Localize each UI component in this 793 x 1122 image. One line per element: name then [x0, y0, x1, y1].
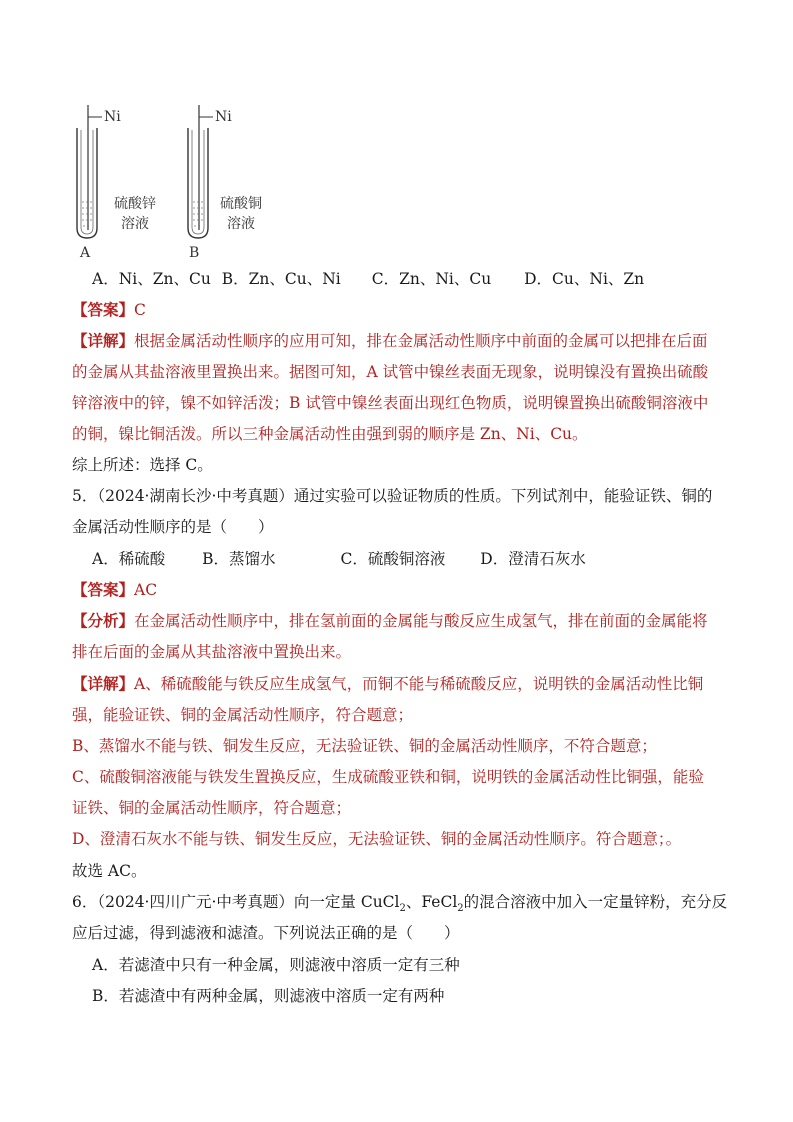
tube-b-outline [188, 128, 208, 238]
q4-options [92, 269, 644, 289]
q5-options [92, 549, 586, 569]
q5-option-a: A．稀硫酸 [92, 550, 166, 568]
q4-answer: C [134, 301, 146, 319]
q5-detail-line-4: C、硫酸铜溶液能与铁发生置换反应，生成硫酸亚铁和铜，说明铁的金属活动性比铜强，能验 [72, 768, 704, 786]
q5-answer-tag: 【答案】 [72, 580, 135, 599]
q4-option-c: C．Zn、Ni、Cu [371, 270, 492, 288]
q5-summary: 故选 AC。 [72, 862, 147, 880]
q5-stem-line-1: 5．（2024·湖南长沙·中考真题）通过实验可以验证物质的性质。下列试剂中，能验证铁、铜的 [72, 487, 713, 505]
tube-a-liquid-marks [82, 202, 92, 226]
tube-a-wire-label: Ni [104, 109, 121, 125]
tube-a-solution-label-1: 硫酸锌 [114, 196, 156, 212]
q6-option-b: B．若滤渣中有两种金属，则滤液中溶质一定有两种 [92, 987, 445, 1005]
q5-option-d: D．澄清石灰水 [480, 550, 586, 568]
q5-analysis-text-1: 在金属活动性顺序中，排在氢前面的金属能与酸反应生成氢气，排在前面的金属能将 [134, 612, 708, 630]
q4-option-d: D．Cu、Ni、Zn [524, 270, 645, 288]
q5-detail-line-1 [72, 674, 703, 694]
q6-stem-sub-1: 2 [399, 903, 406, 915]
q6-stem-mid: 、FeCl [405, 893, 458, 911]
q5-option-c: C．硫酸铜溶液 [340, 550, 446, 568]
q5-answer-line [72, 580, 157, 600]
tube-b-liquid-marks [193, 202, 203, 226]
q6-stem-line-1 [72, 892, 727, 919]
tube-a-outline [77, 128, 97, 238]
q5-detail-line-2: 强，能验证铁、铜的金属活动性顺序，符合题意； [72, 706, 414, 724]
tube-b [188, 105, 262, 261]
q6-stem-sub-2: 2 [457, 903, 464, 915]
q5-option-b: B．蒸馏水 [202, 550, 276, 568]
tube-a-liquid [81, 200, 93, 230]
tube-b-solution-label-1: 硫酸铜 [220, 196, 262, 212]
q4-detail-line-4: 的铜，镍比铜活泼。所以三种金属活动性由强到弱的顺序是 Zn、Ni、Cu。 [72, 425, 588, 443]
q5-answer: AC [134, 581, 158, 599]
q6-option-a: A．若滤渣中只有一种金属，则滤液中溶质一定有三种 [92, 956, 460, 974]
q5-analysis-line-1 [72, 611, 708, 631]
q5-detail-line-6: D、澄清石灰水不能与铁、铜发生反应，无法验证铁、铜的金属活动性顺序。符合题意；。 [72, 830, 682, 848]
q4-option-b: B．Zn、Cu、Ni [221, 270, 341, 288]
q4-answer-line [72, 300, 146, 320]
q4-option-a: A．Ni、Zn、Cu [92, 270, 211, 288]
q4-detail-line-3: 锌溶液中的锌，镍不如锌活泼；B 试管中镍丝表面出现红色物质，说明镍置换出硫酸铜溶液中 [72, 394, 709, 412]
q5-analysis-line-2: 排在后面的金属从其盐溶液中置换出来。 [72, 643, 352, 661]
q4-detail-tag: 【详解】 [72, 331, 135, 350]
q5-detail-text-1: A、稀硫酸能与铁反应生成氢气，而铜不能与稀硫酸反应，说明铁的金属活动性比铜 [134, 675, 704, 693]
test-tube-diagram [70, 100, 290, 265]
test-tube-figure [70, 100, 290, 265]
tube-a-caption: A [80, 245, 91, 261]
q4-answer-tag: 【答案】 [72, 300, 135, 319]
tube-b-solution-label-2: 溶液 [227, 216, 255, 232]
q5-detail-tag: 【详解】 [72, 674, 135, 693]
q5-stem-line-2: 金属活动性顺序的是（ ） [72, 518, 274, 536]
tube-a-inner [81, 130, 93, 234]
tube-a [77, 105, 156, 261]
q5-detail-line-3: B、蒸馏水不能与铁、铜发生反应，无法验证铁、铜的金属活动性顺序，不符合题意； [72, 737, 657, 755]
tube-b-caption: B [189, 245, 200, 261]
tube-a-solution-label-2: 溶液 [121, 216, 149, 232]
q4-detail-text-1: 根据金属活动性顺序的应用可知，排在金属活动性顺序中前面的金属可以把排在后面 [134, 332, 708, 350]
q6-stem-post: 的混合溶液中加入一定量锌粉，充分反 [463, 893, 728, 911]
q6-stem-pre: 6．（2024·四川广元·中考真题）向一定量 CuCl [72, 893, 400, 911]
tube-b-wire-label: Ni [215, 109, 232, 125]
q5-detail-line-5: 证铁、铜的金属活动性顺序，符合题意； [72, 799, 352, 817]
q6-stem-line-2: 应后过滤，得到滤液和滤渣。下列说法正确的是（ ） [72, 924, 460, 942]
q4-detail-line-1 [72, 331, 708, 351]
q4-summary: 综上所述：选择 C。 [72, 456, 213, 474]
tube-b-inner [192, 130, 204, 234]
q4-detail-line-2: 的金属从其盐溶液里置换出来。据图可知，A 试管中镍丝表面无现象，说明镍没有置换出硫酸 [72, 363, 709, 381]
q5-analysis-tag: 【分析】 [72, 611, 135, 630]
